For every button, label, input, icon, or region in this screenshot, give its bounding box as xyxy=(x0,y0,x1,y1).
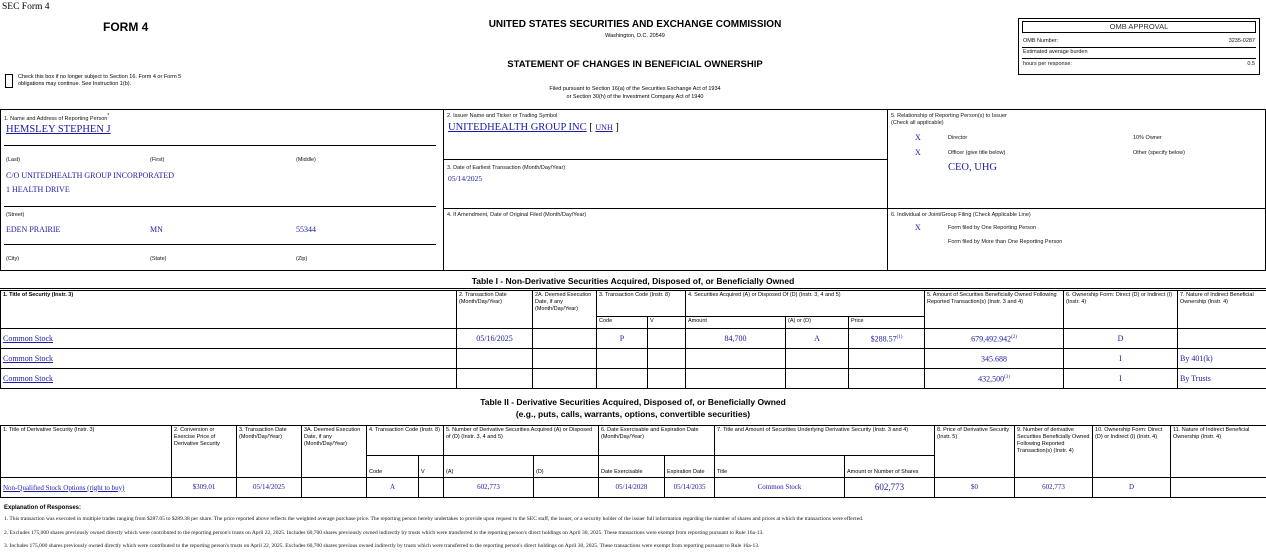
t2-h-form: 10. Ownership Form: Direct (D) or Indirect (I) (Instr. 4) xyxy=(1093,426,1171,478)
section16-text xyxy=(18,74,181,88)
statement-title: STATEMENT OF CHANGES IN BENEFICIAL OWNERSHIP xyxy=(507,59,763,70)
t1-r1-amount xyxy=(686,349,786,369)
t1-r2-owned-cell xyxy=(925,369,1064,389)
box5-label-2: (Check all applicable) xyxy=(891,120,944,126)
t1-r0-v xyxy=(648,329,686,349)
middle-label: (Middle) xyxy=(296,157,316,163)
ticker-link[interactable]: UNH xyxy=(595,123,613,132)
officer-label: Officer (give title below) xyxy=(948,150,1006,156)
t1-h-code-sub: Code xyxy=(597,317,648,329)
t1-h-amount-sub: Amount xyxy=(686,317,786,329)
t1-r1-owned: 345.688 xyxy=(981,354,1007,364)
t2-r0-deriv-price: $0 xyxy=(935,478,1015,498)
t1-h-code: 3. Transaction Code (Instr. 8) xyxy=(597,291,686,317)
filed-pursuant-2: or Section 30(h) of the Investment Company Act of 1940 xyxy=(566,94,704,100)
footnote-1: 1. This transaction was executed in multiple trades ranging from $287.05 to $289.38 per share. The price reported above reflects the weighted average purchase price. The reporting person hereby undertakes to provide upon request to the SEC staff, the issuer, or a security holder of the issuer full information regarding the number of shares and prices at which the transactions were effected. xyxy=(4,516,864,522)
t2-h-code-sub: Code xyxy=(367,456,419,478)
reporting-person-link[interactable]: HEMSLEY STEPHEN J xyxy=(6,124,111,135)
t2-r0-date: 05/14/2025 xyxy=(237,478,302,498)
t2-h-exp-sub: Expiration Date xyxy=(665,456,715,478)
omb-title: OMB APPROVAL xyxy=(1022,21,1256,33)
table2-title-2: (e.g., puts, calls, warrants, options, convertible securities) xyxy=(515,409,751,419)
t1-r0-owned: 679,492.942 xyxy=(971,334,1012,344)
t2-r0-under-title: Common Stock xyxy=(715,478,845,498)
agency-name: UNITED STATES SECURITIES AND EXCHANGE COMMISSION xyxy=(488,19,782,30)
t1-r2-amount xyxy=(686,369,786,389)
table-row xyxy=(1,329,1266,349)
omb-hours-label: hours per response: xyxy=(1023,61,1072,67)
last-label: (Last) xyxy=(6,157,21,163)
t1-r2-owned-fn: (3) xyxy=(1004,375,1010,381)
t2-r0-expiration: 05/14/2035 xyxy=(665,478,715,498)
t2-r0-nature xyxy=(1171,478,1266,498)
t1-r0-price-fn: (1) xyxy=(896,335,903,341)
earliest-transaction-date: 05/14/2025 xyxy=(448,174,483,183)
t1-r2-nature: By Trusts xyxy=(1178,369,1266,389)
zip-value: 55344 xyxy=(296,225,316,234)
t2-h-a-sub: (A) xyxy=(444,456,534,478)
t2-h-number: 5. Number of Derivative Securities Acquired (A) or Disposed of (D) (Instr. 3, 4 and 5) xyxy=(444,426,599,456)
issuer-line: UNITEDHEALTH GROUP INC [ UNH ] xyxy=(448,122,619,133)
filed-pursuant-1: Filed pursuant to Section 16(a) of the Securities Exchange Act of 1934 xyxy=(549,86,721,92)
table2-title-1: Table II - Derivative Securities Acquired, Disposed of, or Beneficially Owned xyxy=(480,397,786,407)
other-label: Other (specify below) xyxy=(1133,150,1185,156)
agency-city: Washington, D.C. 20549 xyxy=(605,33,665,39)
t1-h-deemed: 2A. Deemed Execution Date, if any (Month/Day/Year) xyxy=(533,291,597,329)
t1-r0-owned-fn: (2) xyxy=(1011,335,1017,341)
omb-approval-box xyxy=(1018,18,1260,75)
t1-r2-v xyxy=(648,369,686,389)
one-person-label: Form filed by One Reporting Person xyxy=(948,225,1037,231)
officer-mark[interactable]: X xyxy=(915,148,921,157)
box4-label: 4. If Amendment, Date of Original Filed (Month/Day/Year) xyxy=(447,212,587,218)
table-row xyxy=(1,478,1266,498)
table1-title: Table I - Non-Derivative Securities Acquired, Disposed of, or Beneficially Owned xyxy=(471,276,795,286)
omb-burden-label: Estimated average burden xyxy=(1023,49,1088,55)
footnote-3: 3. Includes 175,000 shares previously owned directly which were contributed to the reporting person's trusts on April 22, 2025. Excludes 60,700 shares previous owned indirectly by trusts which were transferred to the reporting person's direct holdings on April 30, 2025. These transactions were exempt from reporting pursuant to Rule 16a-13. xyxy=(4,543,760,549)
t1-r0-date: 05/16/2025 xyxy=(457,329,533,349)
t1-r0-nature xyxy=(1178,329,1266,349)
omb-hours-value: 0.5 xyxy=(1247,61,1255,67)
t1-r0-aord: A xyxy=(786,329,849,349)
address-line-2: 1 HEALTH DRIVE xyxy=(6,185,70,194)
box5-label-1: 5. Relationship of Reporting Person(s) to Issuer xyxy=(891,113,1007,119)
t2-h-nature: 11. Nature of Indirect Beneficial Ownership (Instr. 4) xyxy=(1171,426,1266,478)
table-row xyxy=(1,349,1266,369)
t1-h-price-sub: Price xyxy=(849,317,925,329)
t2-r0-exercisable: 05/14/2028 xyxy=(599,478,665,498)
sec-form-label: SEC Form 4 xyxy=(2,2,50,12)
box2-label: 2. Issuer Name and Ticker or Trading Symbol xyxy=(447,113,558,119)
director-mark[interactable]: X xyxy=(915,133,921,142)
t1-h-title: 1. Title of Security (Instr. 3) xyxy=(1,291,457,329)
reporting-section xyxy=(0,109,1266,271)
one-person-mark[interactable]: X xyxy=(915,223,921,232)
t2-h-date: 3. Transaction Date (Month/Day/Year) xyxy=(237,426,302,478)
t2-h-owned: 9. Number of derivative Securities Beneficially Owned Following Reported Transaction(s) (Instr. 4) xyxy=(1015,426,1093,478)
t1-r1-price-cell xyxy=(849,349,925,369)
t1-h-nature: 7. Nature of Indirect Beneficial Ownership (Instr. 4) xyxy=(1178,291,1266,329)
t1-h-date: 2. Transaction Date (Month/Day/Year) xyxy=(457,291,533,329)
officer-title: CEO, UHG xyxy=(948,162,997,173)
t1-r1-nature: By 401(k) xyxy=(1178,349,1266,369)
t1-r0-price: $288.57 xyxy=(870,334,897,344)
t2-h-exer-sub: Date Exercisable xyxy=(599,456,665,478)
t1-r2-aord xyxy=(786,369,849,389)
director-label: Director xyxy=(948,135,968,141)
t2-h-title-sub: Title xyxy=(715,456,845,478)
t1-r0-owned-cell xyxy=(925,329,1064,349)
t1-r1-owned-cell xyxy=(925,349,1064,369)
t1-r2-title[interactable]: Common Stock xyxy=(3,374,54,383)
t1-r2-deemed xyxy=(533,369,597,389)
t2-r0-owned: 602,773 xyxy=(1015,478,1093,498)
t1-r2-price-cell xyxy=(849,369,925,389)
city-value: EDEN PRAIRIE xyxy=(6,225,61,234)
form-title: FORM 4 xyxy=(103,20,149,34)
t1-h-acquired: 4. Securities Acquired (A) or Disposed Of (D) (Instr. 3, 4 and 5) xyxy=(686,291,925,317)
omb-number-value: 3235-0287 xyxy=(1228,38,1255,44)
t2-h-d-sub: (D) xyxy=(534,456,599,478)
t1-r1-code xyxy=(597,349,648,369)
t1-r2-form: I xyxy=(1064,369,1178,389)
t2-r0-deemed xyxy=(302,478,367,498)
issuer-link[interactable]: UNITEDHEALTH GROUP INC xyxy=(448,122,587,133)
t1-r1-deemed xyxy=(533,349,597,369)
t1-r1-aord xyxy=(786,349,849,369)
city-label: (City) xyxy=(6,256,20,262)
t1-h-aord-sub: (A) or (D) xyxy=(786,317,849,329)
t2-h-code: 4. Transaction Code (Instr. 8) xyxy=(367,426,444,456)
table-row xyxy=(1,369,1266,389)
t2-h-deemed: 3A. Deemed Execution Date, if any (Month/Day/Year) xyxy=(302,426,367,478)
box3-label: 3. Date of Earliest Transaction (Month/Day/Year) xyxy=(447,165,566,171)
t2-r0-code: A xyxy=(367,478,419,498)
zip-label: (Zip) xyxy=(296,256,308,262)
section16-text-line1: Check this box if no longer subject to Section 16. Form 4 or Form 5 xyxy=(18,74,182,80)
t1-r0-price-cell xyxy=(849,329,925,349)
t2-r0-title[interactable]: Non-Qualified Stock Options (right to buy) xyxy=(3,483,125,492)
footnote-2: 2. Excludes 175,000 shares previously owned directly which were contributed to the reporting person's trusts on April 22, 2025. Includes 60,700 shares previously owned indirectly by trusts which were transferred to the reporting person's direct holdings on April 30, 2025. These transactions were exempt from reporting pursuant to Rule 16a-13. xyxy=(4,530,764,536)
more-persons-label: Form filed by More than One Reporting Person xyxy=(948,239,1063,245)
t2-r0-d xyxy=(534,478,599,498)
t1-r0-form: D xyxy=(1064,329,1178,349)
t2-r0-v xyxy=(419,478,444,498)
explanation-title: Explanation of Responses: xyxy=(4,505,82,511)
t2-r0-form: D xyxy=(1093,478,1171,498)
section16-checkbox[interactable] xyxy=(5,74,13,88)
t1-r2-date xyxy=(457,369,533,389)
t1-r2-code xyxy=(597,369,648,389)
box6-label: 6. Individual or Joint/Group Filing (Check Applicable Line) xyxy=(891,212,1031,218)
t1-r1-form: I xyxy=(1064,349,1178,369)
t2-h-title: 1. Title of Derivative Security (Instr. 3) xyxy=(1,426,172,478)
table2 xyxy=(0,425,1266,498)
state-value: MN xyxy=(150,225,163,234)
t2-h-v-sub: V xyxy=(419,456,444,478)
t1-r1-title[interactable]: Common Stock xyxy=(3,354,54,363)
t2-r0-under-amount: 602,773 xyxy=(845,478,935,498)
t1-h-form: 6. Ownership Form: Direct (D) or Indirect (I) (Instr. 4) xyxy=(1064,291,1178,329)
box1-label-text: 1. Name and Address of Reporting Person xyxy=(4,115,108,122)
street-label: (Street) xyxy=(6,212,25,218)
t2-h-price: 8. Price of Derivative Security (Instr. 5) xyxy=(935,426,1015,478)
t1-r1-date xyxy=(457,349,533,369)
state-label: (State) xyxy=(150,256,167,262)
t1-r0-deemed xyxy=(533,329,597,349)
t2-h-underlying: 7. Title and Amount of Securities Underlying Derivative Security (Instr. 3 and 4) xyxy=(715,426,935,456)
t1-r0-code: P xyxy=(597,329,648,349)
t2-h-amount-sub: Amount or Number of Shares xyxy=(845,456,935,478)
t2-h-conversion: 2. Conversion or Exercise Price of Derivative Security xyxy=(172,426,237,478)
t1-r0-title[interactable]: Common Stock xyxy=(3,334,54,343)
address-line-1: C/O UNITEDHEALTH GROUP INCORPORATED xyxy=(6,171,175,180)
first-label: (First) xyxy=(150,157,165,163)
omb-number-label: OMB Number: xyxy=(1023,38,1059,44)
t1-h-owned: 5. Amount of Securities Beneficially Owned Following Reported Transaction(s) (Instr. 3 and 4) xyxy=(925,291,1064,329)
t2-h-exercisable: 6. Date Exercisable and Expiration Date (Month/Day/Year) xyxy=(599,426,715,456)
section16-text-line2: obligations may continue. See Instruction 1(b). xyxy=(18,81,132,87)
t1-h-v-sub: V xyxy=(648,317,686,329)
t2-r0-price: $309.01 xyxy=(172,478,237,498)
t1-r0-amount: 84,700 xyxy=(686,329,786,349)
t1-r1-v xyxy=(648,349,686,369)
t2-r0-a: 602,773 xyxy=(444,478,534,498)
box1-label: 1. Name and Address of Reporting Person* xyxy=(4,113,110,122)
ten-percent-owner-label: 10% Owner xyxy=(1133,135,1162,141)
table1 xyxy=(0,290,1266,389)
t1-r2-owned: 432,500 xyxy=(978,374,1005,384)
